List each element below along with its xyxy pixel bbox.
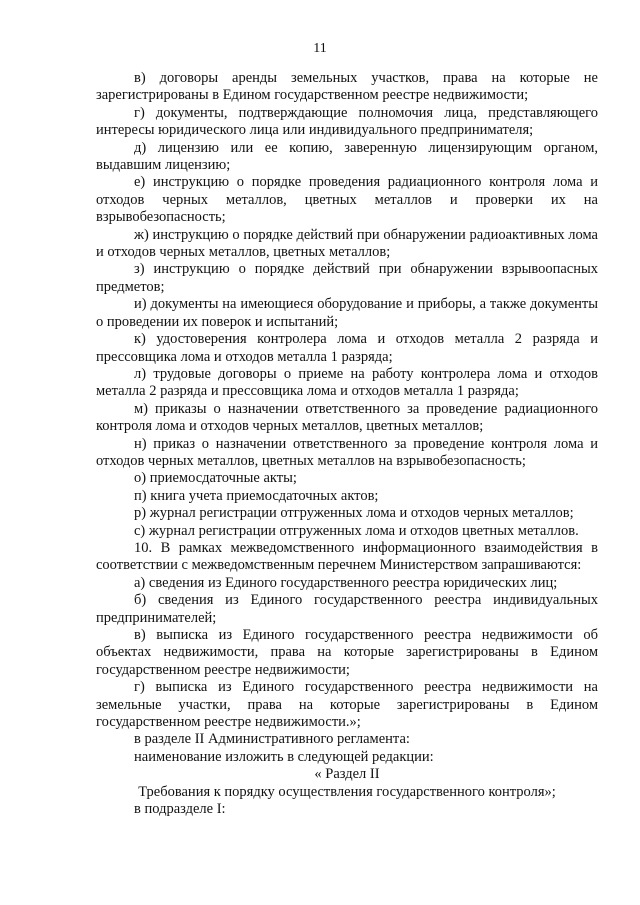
list-item: о) приемосдаточные акты; <box>134 470 297 487</box>
list-item: и) документы на имеющиеся оборудование и приборы, а также документы о проведении их поверок и испытаний; <box>96 296 598 330</box>
amendment-line: наименование изложить в следующей редакции: <box>134 748 434 765</box>
section-title: Требования к порядку осуществления государственного контроля»; <box>138 783 556 800</box>
list-item: г) выписка из Единого государственного реестра недвижимости на земельные участки, права на которые зарегистрированы в Едином государственном реестре недвижимости.»; <box>96 679 598 731</box>
list-item: м) приказы о назначении ответственного за проведение радиационного контроля лома и отходов черных металлов, цветных металлов; <box>96 400 598 435</box>
section-paragraph: 10. В рамках межведомственного информационного взаимодействия в соответствии с межведомственным перечнем Министерством запрашиваются: <box>96 539 598 574</box>
list-item: в) выписка из Единого государственного реестра недвижимости об объектах недвижимости, права на которые зарегистрированы в Едином государственном реестре недвижимости; <box>96 627 598 678</box>
document-body <box>96 70 598 818</box>
list-item: д) лицензию или ее копию, заверенную лицензирующим органом, выдавшим лицензию; <box>96 139 598 174</box>
page-number: 11 <box>313 41 327 56</box>
list-item: п) книга учета приемосдаточных актов; <box>134 487 379 504</box>
list-item: ж) инструкцию о порядке действий при обнаружении радиоактивных лома и отходов черных металлов, цветных металлов; <box>96 226 598 261</box>
list-item: з) инструкцию о порядке действий при обнаружении взрывоопасных предметов; <box>96 261 598 295</box>
amendment-line: в подразделе I: <box>134 801 226 818</box>
list-item: а) сведения из Единого государственного реестра юридических лиц; <box>134 574 558 591</box>
list-item: л) трудовые договоры о приеме на работу контролера лома и отходов металла 2 разряда и прессовщика лома и отходов металла 1 разряда; <box>96 365 598 400</box>
list-item: н) приказ о назначении ответственного за проведение контроля лома и отходов черных металлов, цветных металлов на взрывобезопасность; <box>96 435 598 469</box>
amendment-line: в разделе II Административного регламента: <box>134 731 410 748</box>
list-item: к) удостоверения контролера лома и отходов металла 2 разряда и прессовщика лома и отходов металла 1 разряда; <box>96 331 598 365</box>
list-item: в) договоры аренды земельных участков, права на которые не зарегистрированы в Едином государственном реестре недвижимости; <box>96 70 598 104</box>
list-item: с) журнал регистрации отгруженных лома и отходов цветных металлов. <box>134 522 579 539</box>
list-item: г) документы, подтверждающие полномочия лица, представляющего интересы юридического лица или индивидуального предпринимателя; <box>96 104 598 139</box>
list-item: р) журнал регистрации отгруженных лома и отходов черных металлов; <box>134 505 574 522</box>
section-heading: « Раздел II <box>314 766 380 783</box>
list-item: б) сведения из Единого государственного реестра индивидуальных предпринимателей; <box>96 592 598 626</box>
list-item: е) инструкцию о порядке проведения радиационного контроля лома и отходов черных металлов, цветных металлов и проверки их на взрывобезопасность; <box>96 174 598 226</box>
